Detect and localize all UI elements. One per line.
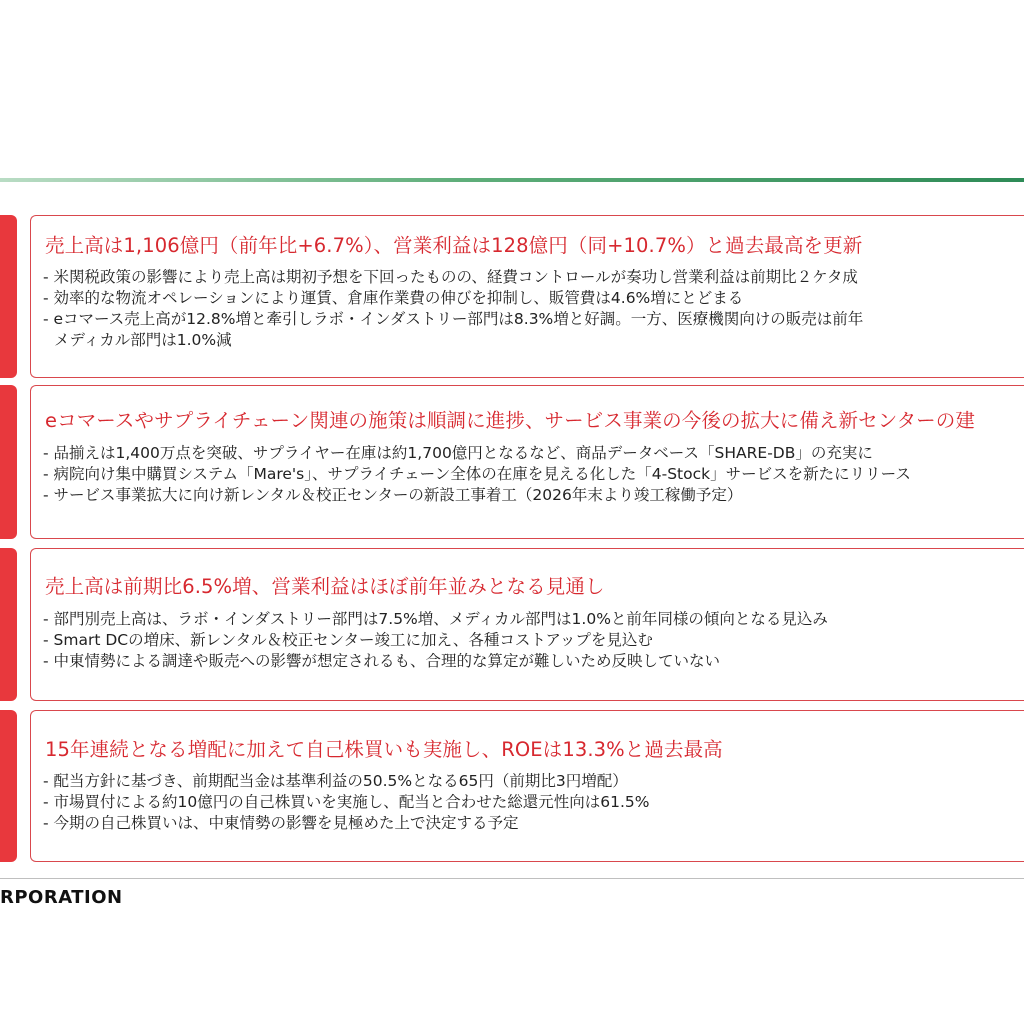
top-divider bbox=[0, 178, 1024, 182]
summary-section-1 bbox=[0, 215, 1024, 378]
bullet-item: - 品揃えは1,400万点を突破、サプライヤー在庫は約1,700億円となるなど、商品データベース「SHARE-DB」の充実に bbox=[43, 444, 873, 462]
summary-card-1 bbox=[30, 215, 1024, 378]
section-headline: eコマースやサプライチェーン関連の施策は順調に進捗、サービス事業の今後の拡大に備え新センターの建 bbox=[45, 409, 975, 432]
bullet-list bbox=[43, 609, 828, 672]
section-headline: 売上高は1,106億円（前年比+6.7%）、営業利益は128億円（同+10.7%）と過去最高を更新 bbox=[45, 234, 863, 257]
summary-section-4 bbox=[0, 710, 1024, 862]
bullet-item: - サービス事業拡大に向け新レンタル＆校正センターの新設工事着工（2026年末より竣工稼働予定） bbox=[43, 486, 743, 504]
bottom-divider bbox=[0, 878, 1024, 879]
bullet-item: - 中東情勢による調達や販売への影響が想定されるも、合理的な算定が難しいため反映していない bbox=[43, 652, 721, 670]
bullet-item: - 病院向け集中購買システム「Mare's」、サプライチェーン全体の在庫を見える化した「4-Stock」サービスを新たにリリース bbox=[43, 465, 911, 483]
section-headline: 15年連続となる増配に加えて自己株買いも実施し、ROEは13.3%と過去最高 bbox=[45, 738, 723, 761]
summary-card-3 bbox=[30, 548, 1024, 701]
summary-card-4 bbox=[30, 710, 1024, 862]
bullet-item-continuation: メディカル部門は1.0%減 bbox=[54, 331, 232, 349]
bullet-item: - 今期の自己株買いは、中東情勢の影響を見極めた上で決定する予定 bbox=[43, 814, 519, 832]
section-tab-3 bbox=[0, 548, 17, 701]
bullet-list bbox=[43, 771, 650, 834]
bullet-item: - Smart DCの増床、新レンタル＆校正センター竣工に加え、各種コストアップを見込む bbox=[43, 631, 653, 649]
bullet-item: - 配当方針に基づき、前期配当金は基準利益の50.5%となる65円（前期比3円増配） bbox=[43, 772, 628, 790]
bullet-list bbox=[43, 267, 863, 351]
summary-card-2 bbox=[30, 385, 1024, 539]
section-tab-1 bbox=[0, 215, 17, 378]
bullet-item: - 効率的な物流オペレーションにより運賃、倉庫作業費の伸びを抑制し、販管費は4.6%増にとどまる bbox=[43, 289, 744, 307]
bullet-item: - 市場買付による約10億円の自己株買いを実施し、配当と合わせた総還元性向は61.5% bbox=[43, 793, 650, 811]
section-tab-2 bbox=[0, 385, 17, 539]
bullet-item: - eコマース売上高が12.8%増と牽引しラボ・インダストリー部門は8.3%増と好調。一方、医療機関向けの販売は前年 bbox=[43, 310, 864, 328]
bullet-item: - 米関税政策の影響により売上高は期初予想を下回ったものの、経費コントロールが奏功し営業利益は前期比２ケタ成 bbox=[43, 268, 858, 286]
section-headline: 売上高は前期比6.5%増、営業利益はほぼ前年並みとなる見通し bbox=[45, 575, 605, 598]
summary-section-2 bbox=[0, 385, 1024, 539]
company-logo: RPORATION bbox=[0, 887, 123, 908]
bullet-item: - 部門別売上高は、ラボ・インダストリー部門は7.5%増、メディカル部門は1.0%と前年同様の傾向となる見込み bbox=[43, 610, 828, 628]
bullet-list bbox=[43, 443, 911, 506]
summary-section-3 bbox=[0, 548, 1024, 701]
section-tab-4 bbox=[0, 710, 17, 862]
